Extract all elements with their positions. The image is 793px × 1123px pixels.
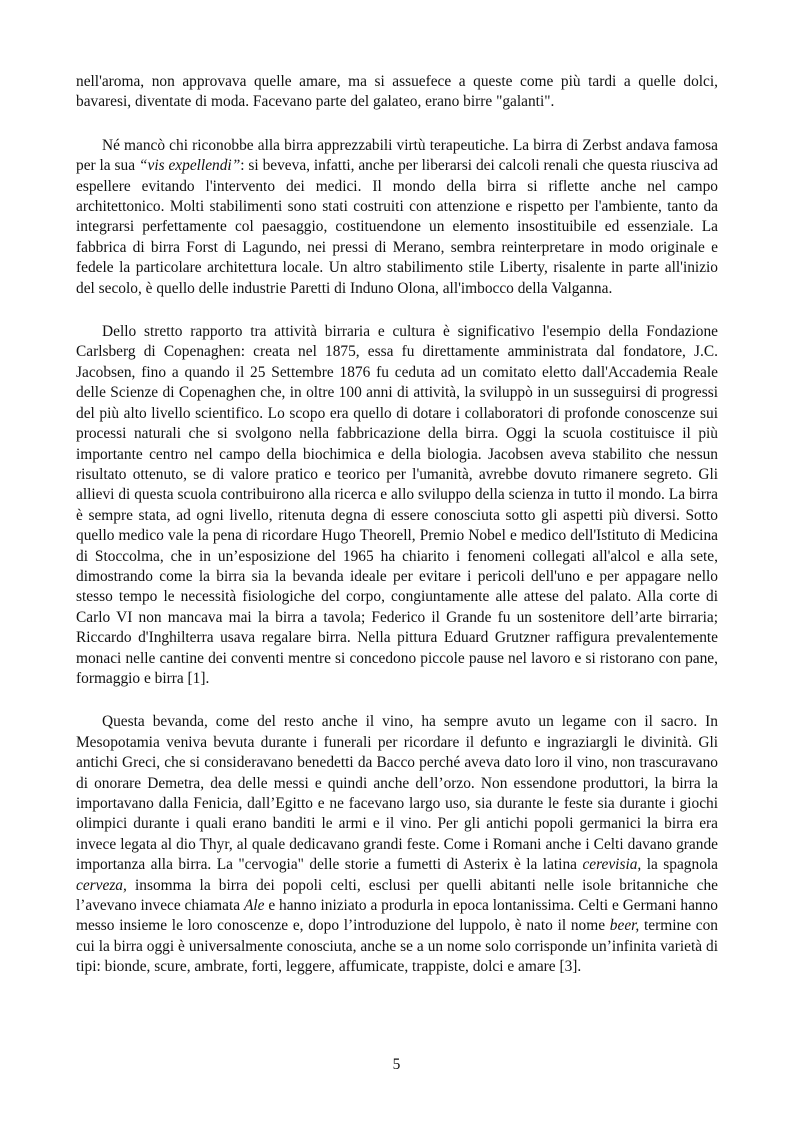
italic-text-segment: cerevisia, <box>582 856 642 874</box>
paragraph-1 <box>76 72 718 113</box>
page-body <box>76 72 718 1001</box>
text-segment: e hanno iniziato a produrla in epoca lontanissima. Celti e Germani hanno messo insieme le loro conoscenze e, dopo l’introduzione del luppolo, è nato il nome <box>76 897 719 935</box>
italic-text-segment: cerveza, <box>76 876 127 894</box>
italic-text-segment: “vis expellendi” <box>138 157 241 175</box>
text-segment: Né mancò chi riconobbe alla birra apprezzabili virtù terapeutiche. La birra di Zerbst andava famosa per la sua <box>76 136 718 175</box>
text-segment: la spagnola <box>641 856 718 874</box>
paragraph-4 <box>76 712 718 977</box>
page-number: 5 <box>392 1056 401 1073</box>
italic-text-segment: beer, <box>609 917 640 935</box>
text-segment: : si beveva, infatti, anche per liberarsi dei calcoli renali che questa riusciva ad espellere evitando l'intervento dei medici. Il mondo della birra si riflette anche nel campo architettonico. Molti stabilimenti sono stati costruiti con attenzione e rispetto per l'ambiente, tanto da integrarsi perfettamente col paesaggio, costituendone un elemento insostituibile ed essenziale. La fabbrica di birra Forst di Lagundo, nei pressi di Merano, sembra reinterpretare in modo originale e fedele la particolare architettura locale. Un altro stabilimento stile Liberty, risalente in parte all'inizio del secolo, è quello delle industrie Paretti di Induno Olona, all'imbocco della Valganna. <box>76 157 718 297</box>
italic-text-segment: Ale <box>243 897 265 915</box>
paragraph-3 <box>76 322 718 689</box>
paragraph-2 <box>76 136 718 299</box>
text-segment: Questa bevanda, come del resto anche il vino, ha sempre avuto un legame con il sacro. In Mesopotamia veniva bevuta durante i funerali per ricordare il defunto e ingraziargli le divinità. Gli antichi Greci, che si consideravano benedetti da Bacco perché aveva dato loro il vino, non trascuravano di onorare Demetra, dea delle messi e quindi anche dell’orzo. Non essendone produttori, la birra la importavano dalla Fenicia, dall’Egitto e ne facevano largo uso, sia durante le feste sia durante i giochi olimpici durante i quali erano banditi le armi e il vino. Per gli antichi popoli germanici la birra era invece legata al dio Thyr, al quale dedicavano grandi feste. Come i Romani anche i Celti davano grande importanza alla birra. La "cervogia" delle storie a fumetti di Asterix è la latina <box>76 713 718 874</box>
text-segment: termine con cui la birra oggi è universalmente conosciuta, anche se a un nome solo corrisponde un’infinita varietà di tipi: bionde, scure, ambrate, forti, leggere, affumicate, trappiste, dolci e amare [3]. <box>76 917 718 976</box>
text-segment: insomma la birra dei popoli celti, esclusi per quelli abitanti nelle isole britanniche che l’avevano invece chiamata <box>76 876 718 915</box>
text-segment: Dello stretto rapporto tra attività birraria e cultura è significativo l'esempio della Fondazione Carlsberg di Copenaghen: creata nel 1875, essa fu direttamente amministrata dal fondatore, J.C. Jacobsen, fino a quando il 25 Settembre 1876 fu ceduta ad un comitato eletto dall'Accademia Reale delle Scienze di Copenaghen che, in oltre 100 anni di attività, la sviluppò in un susseguirsi di progressi del più alto livello scientifico. Lo scopo era quello di dotare i collaboratori di profonde conoscenze sui processi naturali che si svolgono nella fabbricazione della birra. Oggi la scuola costituisce il più importante centro nel campo della biochimica e della biologia. Jacobsen aveva stabilito che nessun risultato ottenuto, se di valore pratico e teorico per l'umanità, avrebbe dovuto rimanere segreto. Gli allievi di questa scuola contribuirono alla ricerca e allo sviluppo della scienza in tutto il mondo. La birra è sempre stata, ad ogni livello, ritenuta degna di essere conosciuta sotto gli aspetti più diversi. Sotto quello medico vale la pena di ricordare Hugo Theorell, Premio Nobel e medico dell'Istituto di Medicina di Stoccolma, che in un’esposizione del 1965 ha chiarito i fenomeni collegati all'alcol e alla sete, dimostrando come la birra sia la bevanda ideale per evitare i pericoli dell'uno e per appagare nello stesso tempo le necessità fisiologiche del corpo, congiuntamente alle attese del palato. Alla corte di Carlo VI non mancava mai la birra a tavola; Federico il Grande fu un sostenitore dell’arte birraria; Riccardo d'Inghilterra usava regalare birra. Nella pittura Eduard Grutzner raffigura prevalentemente monaci nelle cantine dei conventi mentre si concedono piccole pause nel lavoro e si ristorano con pane, formaggio e birra [1]. <box>76 323 718 687</box>
text-segment: nell'aroma, non approvava quelle amare, ma si assuefece a queste come più tardi a quelle dolci, bavaresi, diventate di moda. Facevano parte del galateo, erano birre "galanti". <box>76 73 718 111</box>
